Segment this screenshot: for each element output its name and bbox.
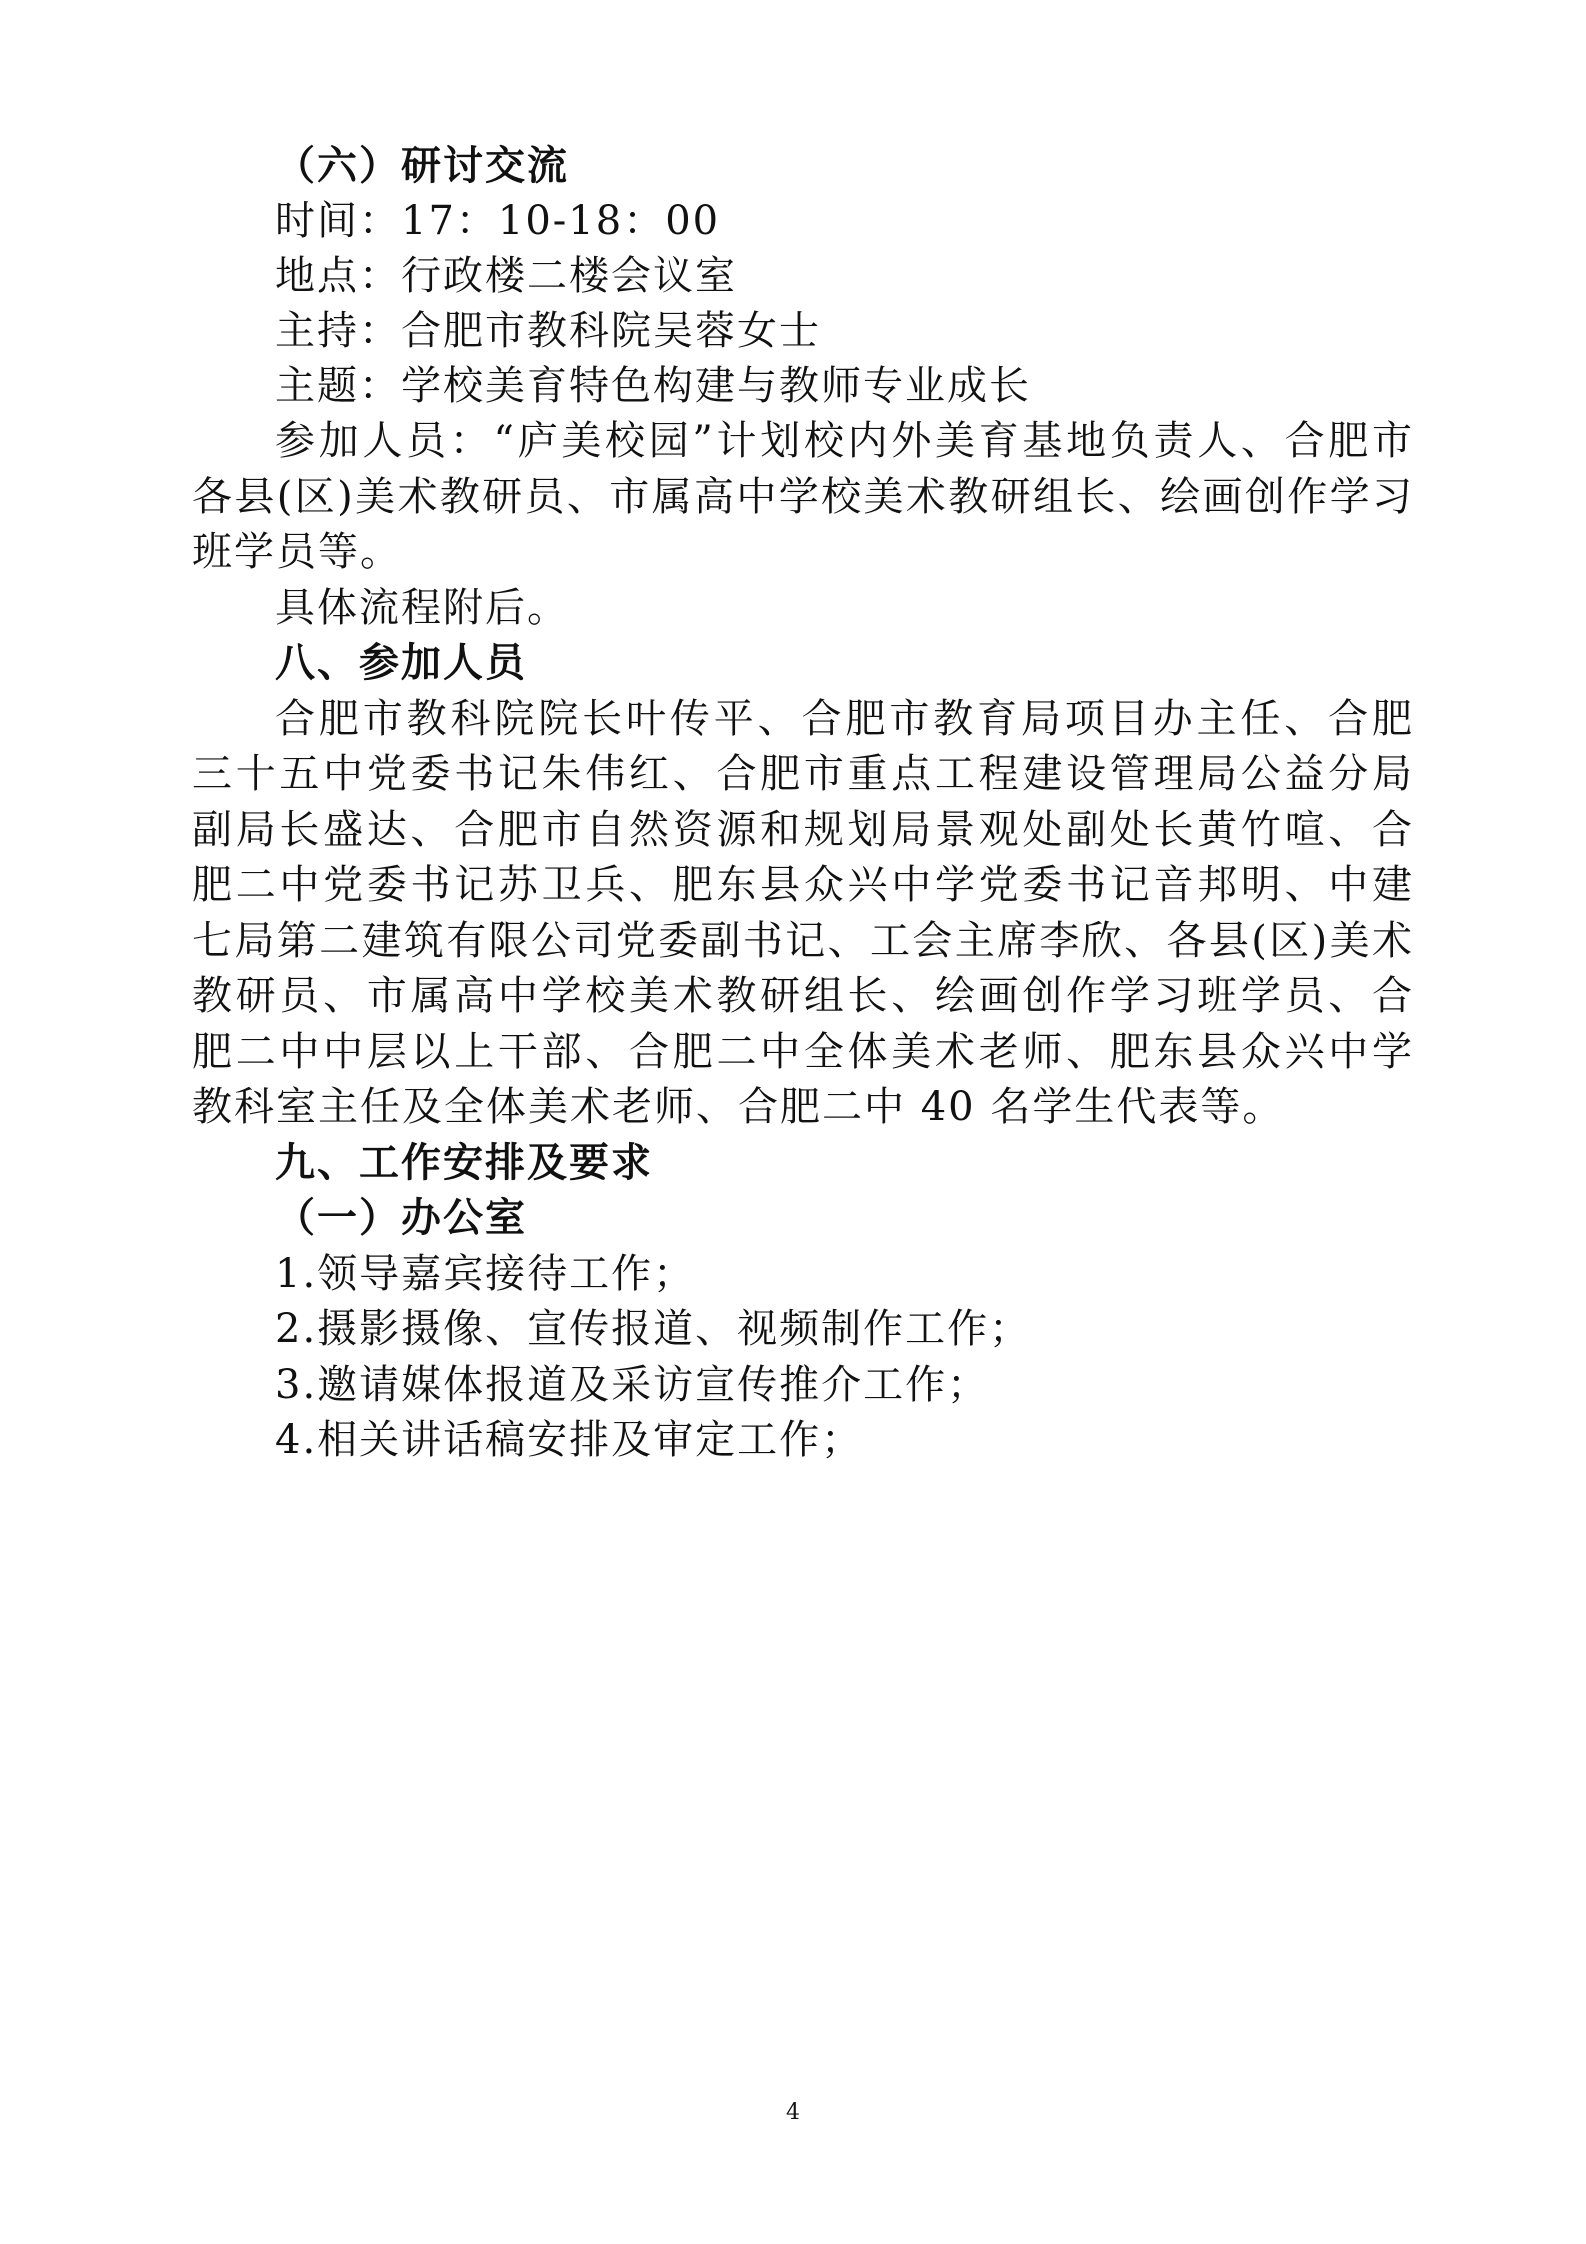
- task-item: 4.相关讲话稿安排及审定工作；: [275, 1417, 864, 1463]
- meeting-location: 地点：行政楼二楼会议室: [275, 253, 737, 299]
- process-note: 具体流程附后。: [275, 585, 569, 631]
- attendees-line: 肥二中党委书记苏卫兵、肥东县众兴中学党委书记音邦明、中建: [192, 862, 1414, 908]
- task-item: 1.领导嘉宾接待工作；: [275, 1251, 696, 1297]
- section-eight-heading: 八、参加人员: [275, 639, 527, 686]
- meeting-time: 时间：17：10-18：00: [275, 198, 721, 244]
- attendees-line: 合肥市教科院院长叶传平、合肥市教育局项目办主任、合肥: [275, 696, 1414, 742]
- meeting-theme: 主题：学校美育特色构建与教师专业成长: [275, 363, 1031, 409]
- office-subheading: （一）办公室: [275, 1194, 527, 1241]
- participants-line: 各县(区)美术教研员、市属高中学校美术教研组长、绘画创作学习: [192, 474, 1414, 520]
- section-nine-heading: 九、工作安排及要求: [275, 1139, 653, 1186]
- attendees-line: 三十五中党委书记朱伟红、合肥市重点工程建设管理局公益分局: [192, 751, 1414, 797]
- attendees-line: 副局长盛达、合肥市自然资源和规划局景观处副处长黄竹喧、合: [192, 807, 1414, 853]
- task-item: 2.摄影摄像、宣传报道、视频制作工作；: [275, 1306, 1032, 1352]
- task-item: 3.邀请媒体报道及采访宣传推介工作；: [275, 1362, 990, 1408]
- attendees-line: 教科室主任及全体美术老师、合肥二中 40 名学生代表等。: [192, 1084, 1285, 1130]
- meeting-host: 主持：合肥市教科院吴蓉女士: [275, 308, 821, 354]
- page-number: 4: [786, 2100, 800, 2125]
- participants-line: 参加人员：“庐美校园”计划校内外美育基地负责人、合肥市: [275, 418, 1414, 464]
- attendees-line: 七局第二建筑有限公司党委副书记、工会主席李欣、各县(区)美术: [192, 918, 1414, 964]
- attendees-line: 肥二中中层以上干部、合肥二中全体美术老师、肥东县众兴中学: [192, 1029, 1414, 1075]
- attendees-line: 教研员、市属高中学校美术教研组长、绘画创作学习班学员、合: [192, 973, 1414, 1019]
- section-six-heading: （六）研讨交流: [275, 142, 569, 189]
- participants-line: 班学员等。: [192, 529, 402, 575]
